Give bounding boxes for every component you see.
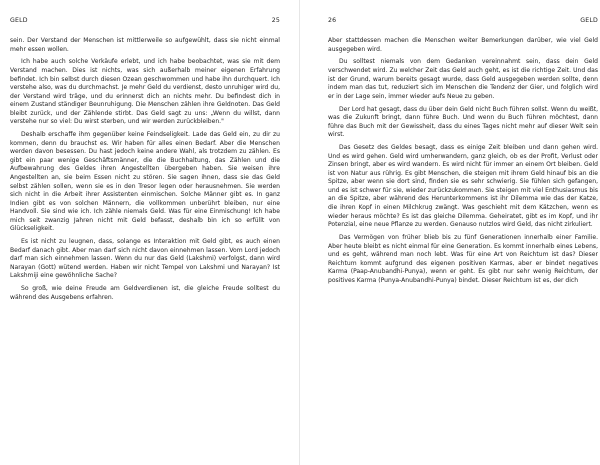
left-page-body [10,37,280,307]
left-page-number: 25 [271,17,280,24]
left-page [10,0,280,465]
left-page-header [10,17,280,27]
paragraph: Das Gesetz des Geldes besagt, dass es einige Zeit bleiben und dann gehen wird. Und es wird gehen. Geld wird umherwandern, ganz gleich, ob es der Profit, Verlust oder Zinsen bringt, aber es wird wandern. Es wird nicht für immer an einem Ort bleiben. Geld ist von Natur aus rührig. Es gibt Menschen, die steigen mit ihrem Geld hinauf bis an die Spitze, aber wenn sie dort sind, finden sie es sehr schwierig. Sie fühlen sich gefangen, und es ist schwer für sie, wieder zurückzukommen. Sie steigen mit viel Enthusiasmus bis an die Spitze, aber während des Herunterkommens ist ihr Dilemma wie das der Katze, die ihren Kopf in einen Milchkrug zwängt. Was geschieht mit dem Kätzchen, wenn es wieder heraus möchte? Es ist das gleiche Dilemma. Geheiratet, gibt es im Kopf, und ihr Potenzial, eine neue Pflanze zu werden. Genauso nutzlos wird Geld, das nicht zirkuliert. [328,144,598,229]
paragraph: Der Lord hat gesagt, dass du über dein Geld nicht Buch führen sollst. Wenn du weißt, was die Zukunft bringt, dann führe Buch. Und wenn du Buch führen möchtest, dann führe das Buch mit der Gewissheit, dass du eines Tages nicht mehr auf dieser Welt sein wirst. [328,105,598,139]
left-running-title: GELD [10,17,28,24]
paragraph: Das Vermögen von früher blieb bis zu fünf Generationen innerhalb einer Familie. Aber heute bleibt es nicht einmal für eine Generation. Es kommt innerhalb eines Lebens, und es geht, während man noch lebt. Was für eine Art von Reichtum ist das? Dieser Reichtum kommt aufgrund des eigenen positiven Karmas, aber er bindet negatives Karma (Paap-Anubandhi-Punya), wenn er geht. Es gibt nur sehr wenig Reichtum, der positives Karma (Punya-Anubandhi-Punya) bindet. Dieser Reichtum ist es, der dich [328,234,598,284]
paragraph: So groß, wie deine Freude am Geldverdienen ist, die gleiche Freude solltest du während des Ausgebens erfahren. [10,285,280,301]
right-page-number: 26 [328,17,337,24]
paragraph: sein. Der Verstand der Menschen ist mittlerweile so aufgewühlt, dass sie nicht einmal mehr essen wollen. [10,37,280,53]
right-page-body [328,37,598,290]
book-gutter [299,0,300,465]
right-page [328,0,598,465]
right-page-header [328,17,598,27]
paragraph: Ich habe auch solche Verkäufe erlebt, und ich habe beobachtet, was sie mit dem Verstand machen. Dies ist nichts, was sich außerhalb meiner eigenen Erfahrung befindet. Ich bin selbst durch diesen Ozean geschwommen und habe ihn durchquert. Ich verstehe also, was du durchmachst. Je mehr Geld du verdienst, desto unruhiger wird du, der Verstand wird träge, und du erinnerst dich an nichts mehr. Du befindest dich in einem Zustand ständiger Beunruhigung. Die Menschen zählen ihre Geldnoten. Das Geld bleibt zurück, und der Zählende stirbt. Das Geld sagt zu uns: „Wenn du willst, dann verstehe nur so viel: Du wirst sterben, und wir werden zurückbleiben." [10,58,280,126]
paragraph: Deshalb erschaffe ihm gegenüber keine Feindseligkeit. Lade das Geld ein, zu dir zu kommen, denn du brauchst es. Wir haben für alles einen Bedarf. Aber die Menschen werden davon besessen. Du hast jedoch keine andere Wahl, als trotzdem zu zählen. Es gibt ein paar wenige Geschäftsmänner, die die Buchhaltung, das Zählen und die Aufbewahrung des Geldes ihren Angestellten übergeben haben. Sie weisen ihre Angestellten an, sie beim Essen nicht zu stören. Sie sagen ihnen, dass sie das Geld selbst zählen sollen, wenn sie es in den Tresor legen oder herausnehmen. Sie werden sich nicht in die Arbeit ihrer Assistenten einmischen. Solche Männer gibt es. In ganz Indien gibt es von solchen Männern, die vollkommen unberührt bleiben, nur eine Handvoll. Sie sind wie ich. Ich zähle niemals Geld. Was für eine Einmischung! Ich habe mich seit zwanzig Jahren nicht mit Geld befasst, deshalb bin ich so erfüllt von Glückseligkeit. [10,131,280,233]
paragraph: Du solltest niemals von dem Gedanken vereinnahmt sein, dass dein Geld verschwendet wird. Zu welcher Zeit das Geld auch geht, es ist die richtige Zeit. Und das ist der Grund, warum bereits gesagt wurde, dass Geld ausgegeben werden sollte, denn indem man das tut, reduziert sich im Menschen die Tendenz der Gier, und folglich wird er in der Lage sein, immer wieder aufs Neue zu geben. [328,58,598,100]
paragraph: Aber stattdessen machen die Menschen weiter Bemerkungen darüber, wie viel Geld ausgegeben wird. [328,37,598,53]
right-running-title: GELD [580,17,598,24]
paragraph: Es ist nicht zu leugnen, dass, solange es Interaktion mit Geld gibt, es auch einen Bedarf danach gibt. Aber man darf sich nicht davon einnehmen lassen. Vom Lord jedoch darf man sich einnehmen lassen. Wenn du nur das Geld (Lakshmi) verfolgst, dann wird Narayan (Gott) wütend werden. Haben wir nicht Tempel von Lakshmi und Narayan? Ist Lakshmiji eine gewöhnliche Sache? [10,238,280,280]
